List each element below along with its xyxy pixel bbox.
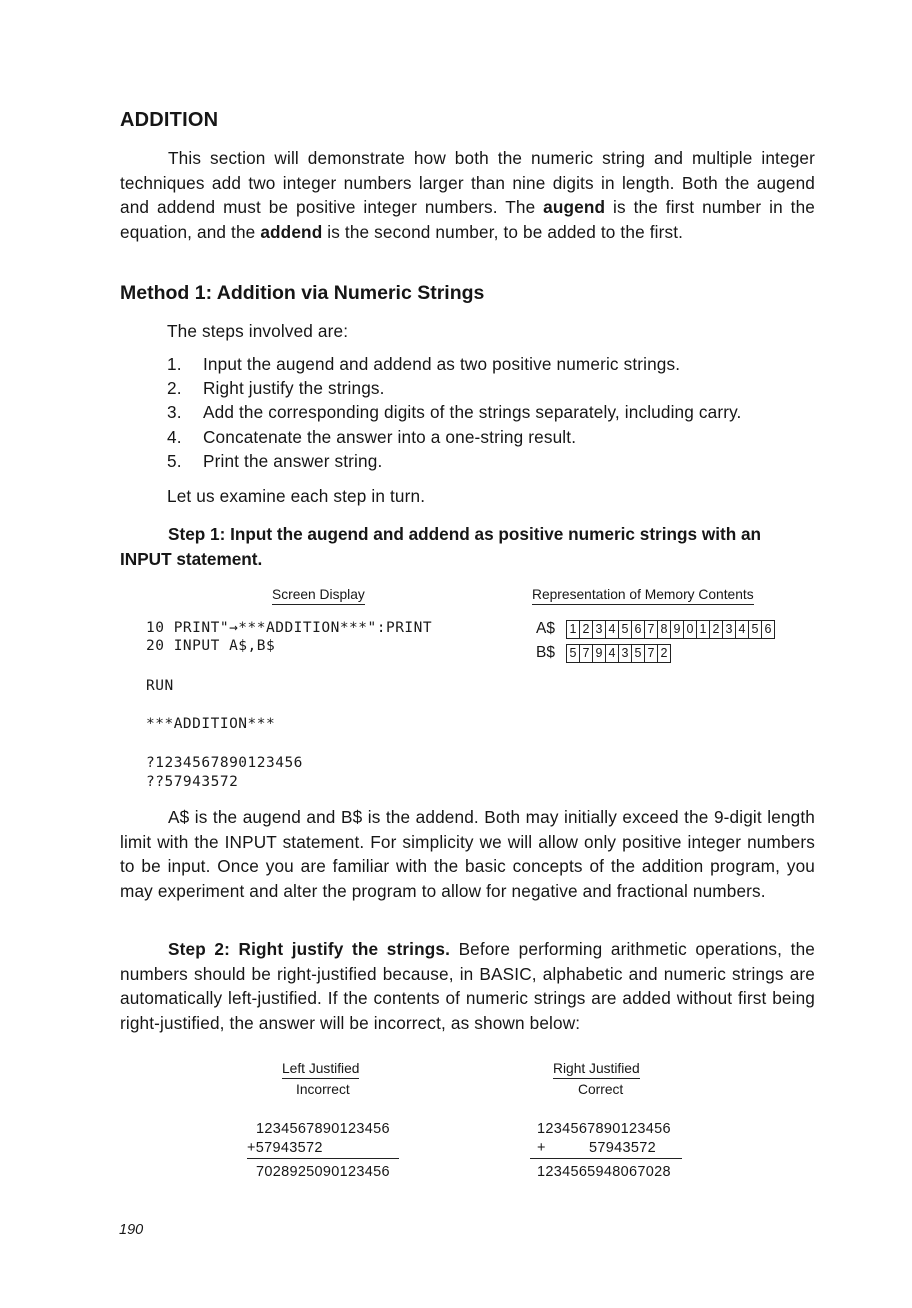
term-addend: addend — [260, 221, 323, 242]
memory-cell: 7 — [644, 644, 658, 663]
memory-cell: 7 — [579, 644, 593, 663]
intro-text-2: is the first number in the equation, and the — [120, 197, 815, 242]
memory-cell: 0 — [683, 620, 697, 639]
steps-intro: The steps involved are: — [167, 321, 349, 341]
list-item: 1. Input the augend and addend as two positive numeric strings. — [167, 354, 681, 374]
output-input-2: ??57943572 — [146, 774, 239, 790]
step1-heading: Step 1: Input the augend and addend as positive numeric strings with an INPUT statement. — [120, 524, 762, 569]
section-heading: ADDITION — [120, 109, 219, 131]
right-addend: + 57943572 — [537, 1140, 656, 1156]
memory-cell: 2 — [709, 620, 723, 639]
memory-cell: 4 — [605, 620, 619, 639]
memory-cell: 6 — [631, 620, 645, 639]
left-result: 7028925090123456 — [256, 1164, 390, 1180]
code-line-20: 20 INPUT A$,B$ — [146, 638, 276, 654]
memory-cell: 2 — [657, 644, 671, 663]
memory-cell: 2 — [579, 620, 593, 639]
method-heading: Method 1: Addition via Numeric Strings — [120, 282, 485, 304]
memory-cell: 9 — [592, 644, 606, 663]
memory-cell: 4 — [605, 644, 619, 663]
memory-cell: 5 — [566, 644, 580, 663]
intro-text-1: This section will demonstrate how both the numeric string and multiple integer techniques add two integer numbers larger than nine digits in length. Both the augend and addend must be positive integer numbers. The — [120, 148, 815, 218]
list-item: 5. Print the answer string. — [167, 450, 383, 471]
memory-cell: 9 — [670, 620, 684, 639]
memory-cells-b — [566, 644, 670, 663]
memory-label-b: B$ — [536, 644, 555, 661]
memory-cell: 6 — [761, 620, 775, 639]
right-result: 1234565948067028 — [537, 1164, 671, 1180]
left-justified-caption: Left Justified — [282, 1060, 359, 1079]
left-addend: +57943572 — [247, 1140, 323, 1156]
memory-caption: Representation of Memory Contents — [532, 586, 754, 605]
memory-cell: 3 — [592, 620, 606, 639]
list-item: 3. Add the corresponding digits of the strings separately, including carry. — [167, 402, 742, 423]
memory-label-a: A$ — [536, 620, 555, 637]
memory-cell: 3 — [618, 644, 632, 663]
left-sum-rule — [247, 1158, 399, 1159]
memory-cell: 5 — [748, 620, 762, 639]
right-sum-rule — [530, 1158, 682, 1159]
list-item: 4. Concatenate the answer into a one-string result. — [167, 426, 577, 447]
code-run: RUN — [146, 678, 174, 694]
examine-line: Let us examine each step in turn. — [167, 486, 426, 506]
list-item: 2. Right justify the strings. — [167, 378, 385, 399]
steps-list — [167, 352, 741, 473]
code-line-10: 10 PRINT"→***ADDITION***":PRINT — [146, 620, 433, 636]
output-title: ***ADDITION*** — [146, 716, 276, 732]
step2-heading: Step 2: Right justify the strings. — [168, 939, 451, 959]
memory-cell: 5 — [631, 644, 645, 663]
step2-paragraph: Step 2: Right justify the strings. Before performing arithmetic operations, the numbers should be right-justified because, in BASIC, alphabetic and numeric strings are automatically left-justified. If the contents of numeric strings are added without first being right-justified, the answer will be incorrect, as shown below: — [120, 939, 815, 1033]
memory-cell: 3 — [722, 620, 736, 639]
memory-cell: 4 — [735, 620, 749, 639]
memory-cells-a — [566, 620, 774, 639]
memory-cell: 5 — [618, 620, 632, 639]
page-number: 190 — [119, 1222, 144, 1238]
memory-cell: 1 — [696, 620, 710, 639]
term-augend: augend — [543, 197, 606, 218]
right-justified-caption: Right Justified — [553, 1060, 640, 1079]
correct-caption: Correct — [578, 1082, 624, 1097]
after-step1-paragraph: A$ is the augend and B$ is the addend. Both may initially exceed the 9-digit length limit with the INPUT statement. For simplicity we will allow only positive integer numbers to be input. Once you are familiar with the basic concepts of the addition program, you may experiment and alter the program to allow for negative and fractional numbers. — [120, 807, 815, 901]
memory-cell: 8 — [657, 620, 671, 639]
memory-cell: 1 — [566, 620, 580, 639]
memory-cell: 7 — [644, 620, 658, 639]
output-input-1: ?1234567890123456 — [146, 755, 303, 771]
right-augend: 1234567890123456 — [537, 1121, 671, 1137]
screen-display-caption: Screen Display — [272, 586, 365, 605]
intro-paragraph — [120, 146, 815, 244]
intro-text-3: is the second number, to be added to the first. — [322, 221, 684, 242]
incorrect-caption: Incorrect — [296, 1082, 350, 1097]
left-augend: 1234567890123456 — [256, 1121, 390, 1137]
